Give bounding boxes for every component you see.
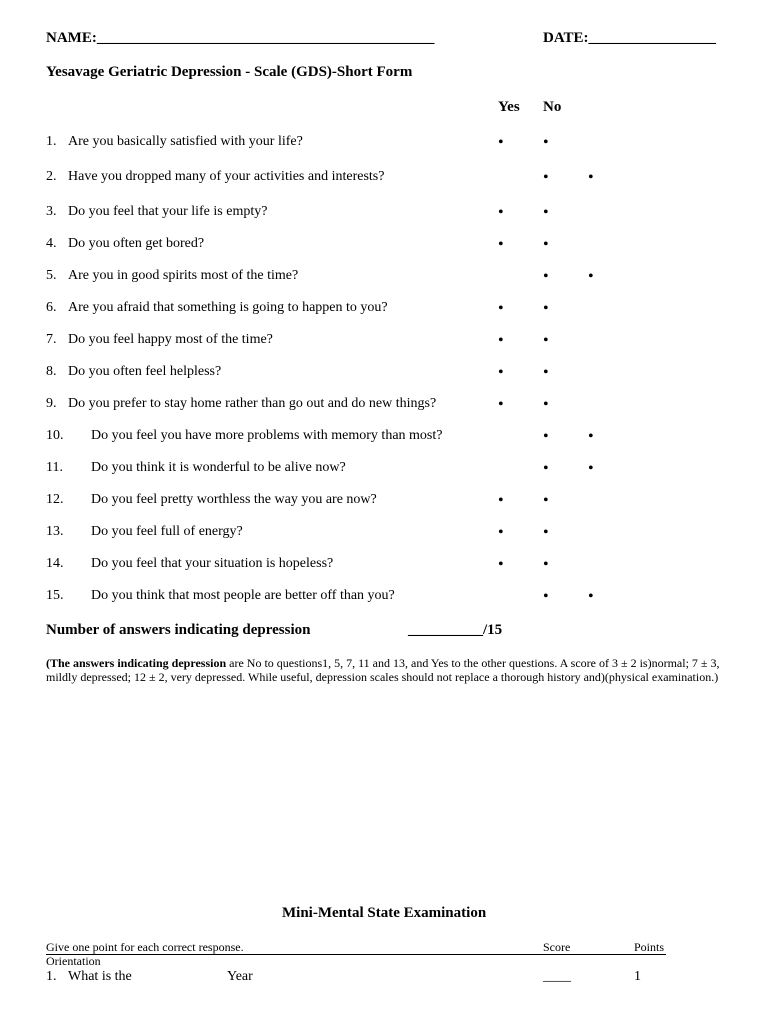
mmse-section-orientation: Orientation bbox=[46, 954, 101, 968]
answer-bullet-first[interactable]: • bbox=[543, 169, 549, 186]
answer-bullet-first[interactable]: • bbox=[498, 300, 504, 317]
question-text: Do you feel you have more problems with memory than most? bbox=[91, 428, 443, 443]
answer-bullet-second[interactable]: • bbox=[543, 396, 549, 413]
question-number: 4. bbox=[46, 236, 57, 251]
question-number: 14. bbox=[46, 556, 64, 571]
question-number: 1. bbox=[46, 134, 57, 149]
answer-bullet-second[interactable]: • bbox=[543, 134, 549, 151]
mmse-score-column-header: Score bbox=[543, 940, 571, 954]
answer-bullet-second[interactable]: • bbox=[543, 204, 549, 221]
gds-title: Yesavage Geriatric Depression - Scale (GDS)-Short Form bbox=[46, 64, 413, 80]
question-text: Are you in good spirits most of the time? bbox=[68, 268, 299, 283]
answer-bullet-first[interactable]: • bbox=[498, 556, 504, 573]
mmse-points-column-header: Points bbox=[634, 940, 665, 954]
answer-bullet-second[interactable]: • bbox=[543, 556, 549, 573]
question-number: 10. bbox=[46, 428, 64, 443]
date-field-label: DATE:_________________ bbox=[543, 30, 717, 46]
name-field-label: NAME:_____________________________________________ bbox=[46, 30, 435, 46]
question-number: 2. bbox=[46, 169, 57, 184]
question-number: 15. bbox=[46, 588, 64, 603]
mmse-title: Mini-Mental State Examination bbox=[282, 905, 487, 921]
answer-bullet-second[interactable]: • bbox=[543, 332, 549, 349]
answer-bullet-second[interactable]: • bbox=[588, 169, 594, 186]
mmse-instruction: Give one point for each correct response. bbox=[46, 940, 244, 954]
answer-bullet-first[interactable]: • bbox=[543, 588, 549, 605]
depression-score-label: Number of answers indicating depression bbox=[46, 622, 311, 638]
mmse-item-sub: Year bbox=[227, 969, 253, 984]
question-text: Are you basically satisfied with your life? bbox=[68, 134, 303, 149]
answer-bullet-first[interactable]: • bbox=[498, 492, 504, 509]
mmse-item-points: 1 bbox=[634, 969, 641, 984]
answer-bullet-first[interactable]: • bbox=[543, 428, 549, 445]
question-number: 5. bbox=[46, 268, 57, 283]
answer-bullet-first[interactable]: • bbox=[498, 134, 504, 151]
answer-bullet-second[interactable]: • bbox=[543, 236, 549, 253]
scoring-note bbox=[46, 656, 724, 684]
answer-bullet-first[interactable]: • bbox=[498, 332, 504, 349]
question-text: Do you feel that your life is empty? bbox=[68, 204, 268, 219]
answer-bullet-second[interactable]: • bbox=[543, 492, 549, 509]
question-text: Do you often feel helpless? bbox=[68, 364, 222, 379]
question-text: Have you dropped many of your activities and interests? bbox=[68, 169, 385, 184]
answer-bullet-second[interactable]: • bbox=[588, 460, 594, 477]
mmse-item-text: What is the bbox=[68, 969, 132, 984]
mmse-item-number: 1. bbox=[46, 969, 57, 984]
question-number: 3. bbox=[46, 204, 57, 219]
scoring-note-text: are No to questions1, 5, 7, 11 and 13, and Yes to the other questions. A score of 3 ± 2 is)normal; 7 ± 3, mildly depressed; 12 ± 2, very depressed. While useful, depression scales should not replace a thorough history and)(physical examination.) bbox=[46, 656, 720, 684]
answer-bullet-second[interactable]: • bbox=[543, 300, 549, 317]
answer-bullet-second[interactable]: • bbox=[543, 524, 549, 541]
question-number: 13. bbox=[46, 524, 64, 539]
question-number: 6. bbox=[46, 300, 57, 315]
answer-bullet-second[interactable]: • bbox=[588, 428, 594, 445]
question-text: Do you feel pretty worthless the way you are now? bbox=[91, 492, 377, 507]
no-column-header: No bbox=[543, 99, 562, 115]
question-number: 12. bbox=[46, 492, 64, 507]
question-text: Do you think it is wonderful to be alive now? bbox=[91, 460, 346, 475]
answer-bullet-first[interactable]: • bbox=[498, 204, 504, 221]
question-text: Are you afraid that something is going to happen to you? bbox=[68, 300, 388, 315]
yes-column-header: Yes bbox=[498, 99, 520, 115]
question-text: Do you think that most people are better off than you? bbox=[91, 588, 395, 603]
question-text: Do you often get bored? bbox=[68, 236, 205, 251]
answer-bullet-second[interactable]: • bbox=[588, 588, 594, 605]
mmse-item-score-blank[interactable]: ____ bbox=[543, 969, 571, 984]
question-number: 8. bbox=[46, 364, 57, 379]
depression-score-blank[interactable]: __________/15 bbox=[408, 622, 503, 638]
mmse-header-row bbox=[46, 940, 666, 955]
question-text: Do you feel that your situation is hopeless? bbox=[91, 556, 334, 571]
question-number: 9. bbox=[46, 396, 57, 411]
answer-bullet-first[interactable]: • bbox=[543, 268, 549, 285]
scoring-note-bold: (The answers indicating depression bbox=[46, 656, 227, 670]
question-text: Do you prefer to stay home rather than go out and do new things? bbox=[68, 396, 437, 411]
question-number: 7. bbox=[46, 332, 57, 347]
answer-bullet-first[interactable]: • bbox=[543, 460, 549, 477]
question-number: 11. bbox=[46, 460, 63, 475]
answer-bullet-second[interactable]: • bbox=[543, 364, 549, 381]
answer-bullet-first[interactable]: • bbox=[498, 396, 504, 413]
question-text: Do you feel full of energy? bbox=[91, 524, 243, 539]
question-text: Do you feel happy most of the time? bbox=[68, 332, 273, 347]
answer-bullet-first[interactable]: • bbox=[498, 236, 504, 253]
answer-bullet-first[interactable]: • bbox=[498, 364, 504, 381]
answer-bullet-second[interactable]: • bbox=[588, 268, 594, 285]
answer-bullet-first[interactable]: • bbox=[498, 524, 504, 541]
